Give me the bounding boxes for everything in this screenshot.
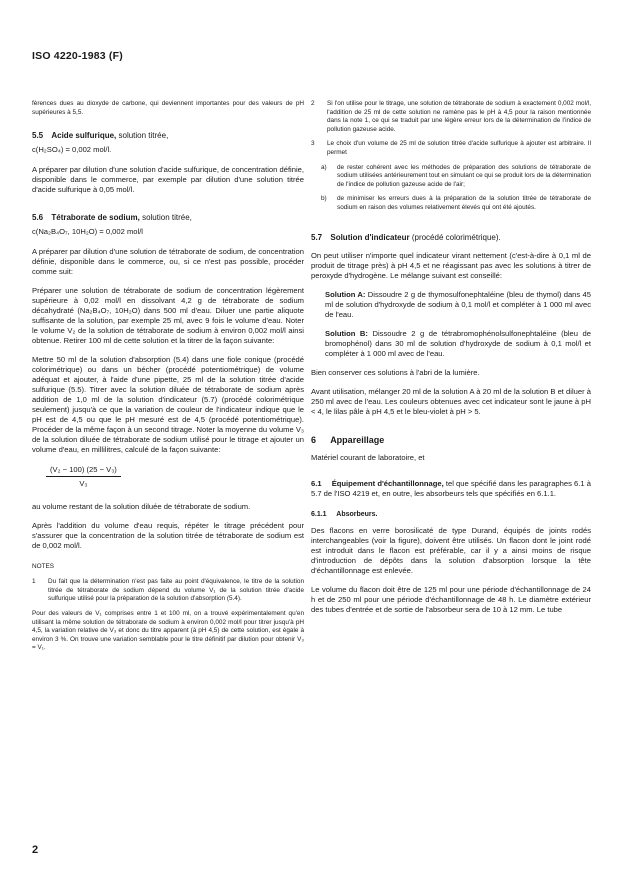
solution-text: Dissoudre 2 g de tétrabromophénolsulfonephtaléine (bleu de bromophénol) dans 30 ml de solution d'hydroxyde de sodium à 0,1 mol/l et compléter à 1 000 ml avec de l'eau. (325, 328, 591, 358)
section-title: Acide sulfurique, (51, 131, 117, 141)
section-subtitle: (procédé colorimétrique). (411, 232, 501, 242)
section-6-1-paragraph (311, 479, 591, 499)
note-3a (321, 164, 591, 190)
section-5-6-heading (32, 213, 304, 223)
formula: c(H₂SO₄) = 0,002 mol/l. (32, 145, 112, 155)
solution-text: Dissoudre 2 g de thymosulfonephtaléine (bleu de thymol) dans 45 ml de solution d'hydroxyde de sodium à 0,1 mol/l et compléter à 1 000 ml avec de l'eau. (325, 289, 591, 319)
section-title: Solution d'indicateur (330, 232, 410, 242)
section-number: 6.1.1 (311, 510, 327, 518)
section-number: 6 (311, 434, 317, 445)
section-number: 5.6 (32, 213, 44, 223)
section-5-7-heading (311, 233, 591, 243)
paragraph: Préparer une solution de tétraborate de sodium de concentration légèrement supérieure à 0,02 mol/l en dissolvant 4,2 g de tétraborate de sodium décahydraté (Na₂B₄O₇, 10H₂O) dans 500 ml d'eau. Diluer une partie aliquote suffisante de la solution, par exemple 25 ml, avec 9 fois le volume d'eau. Noter le volume V₂ de la solution de tétraborate de sodium à environ 0,002 mol/l ainsi obtenue. Retirer 100 ml de cette solution et la titrer de la façon suivante: (32, 286, 304, 346)
solution-a (325, 290, 591, 320)
paragraph: Avant utilisation, mélanger 20 ml de la solution A à 20 ml de la solution B et diluer à 250 ml avec de l'eau. Les couleurs obtenues avec cet indicateur sont le jaune à pH < 4, le lilas pâle à pH 4,5 et le bleu-violet à pH > 5. (311, 386, 591, 416)
note-text: Le choix d'un volume de 25 ml de solution titrée d'acide sulfurique à ajouter est arbitraire. Il permet (327, 140, 591, 156)
section-text: tel que spécifié dans les paragraphes 6.1 à 5.7 de l'ISO 4219 et, en outre, les absorbeurs tels que spécifiés en 6.1.1. (311, 478, 591, 498)
note-text: Du fait que la détermination n'est pas faite au point d'équivalence, le titre de la solution titrée de tétraborate de sodium dépend du volume V₁ de la solution titrée d'acide sulfurique utilisé pour la préparation de la solution d'absorption (5.4). (48, 578, 304, 603)
note-text: Si l'on utilise pour le titrage, une solution de tétraborate de sodium à exactement 0,002 mol/l, l'addition de 25 ml de cette solution ne ramène pas le pH à 4,5 pour la raison mentionnée dans la note 1, ce qui se traduit par une légère erreur lors de la détermination de l'indice de pollution gazeuse acide. (327, 100, 591, 133)
paragraph: A préparer par dilution d'une solution d'acide sulfurique, de concentration définie, disponible dans le commerce, par exemple par dilution d'une solution titrée d'acide sulfurique à 0,05 mol/l. (32, 165, 304, 195)
note-3b (321, 195, 591, 212)
section-subtitle: solution titrée, (118, 131, 169, 141)
note-number: 1 (32, 578, 36, 586)
section-number: 5.5 (32, 131, 44, 141)
section-title: Appareillage (330, 434, 385, 445)
paragraph: au volume restant de la solution diluée de tétraborate de sodium. (32, 502, 251, 512)
fraction (46, 465, 121, 488)
note-1-continuation: Pour des valeurs de V₁ comprises entre 1 et 100 ml, on a trouvé expérimentalement qu'en utilisant la même solution de tétraborate de sodium à environ 0,002 mol/l pour titrer jusqu'à pH 4,5, la variation relative de V₃ et donc du titre apparent (à pH 4,5) de cette solution, est égale à environ 3 %. On trouve une variation semblable pour le titre définitif par dilution pour obtenir V₃ = V₁. (32, 609, 304, 652)
note-3 (311, 140, 591, 157)
note-number: 2 (311, 100, 315, 107)
volume-formula (46, 465, 304, 488)
section-title: Tétraborate de sodium, (51, 213, 140, 223)
solution-label: Solution B: (325, 328, 368, 338)
paragraph: Matériel courant de laboratoire, et (311, 452, 425, 462)
page-number: 2 (32, 844, 39, 856)
section-5-5-heading (32, 131, 304, 141)
section-6-heading (311, 435, 591, 445)
note-1 (32, 578, 304, 604)
intro-paragraph: fèrences dues au dioxyde de carbone, qui deviennent importantes pour des valeurs de pH supérieures à 5,5. (32, 100, 304, 116)
item-text: de minimiser les erreurs dues à la préparation de la solution titrée de tétraborate de sodium en raison des volumes relativement élevés qui ont été ajoutés. (337, 195, 591, 211)
paragraph: Bien conserver ces solutions à l'abri de la lumière. (311, 367, 480, 377)
section-6-1-1-heading (311, 511, 591, 518)
paragraph: Le volume du flacon doit être de 125 ml pour une période d'échantillonnage de 24 h et de 250 ml pour une période d'échantillonnage de 48 h. Le diamètre extérieur des tubes d'entrée et de sortie de l'absorbeur sera de 10 à 12 mm. Le tube (311, 584, 591, 614)
item-text: de rester cohérent avec les méthodes de préparation des solutions de tétraborate de sodium utilisées antérieurement tout en simulant ce qui se produit lors de la détermination de l'indice de pollution gazeuse acide de l'air; (337, 163, 591, 188)
solution-label: Solution A: (325, 289, 366, 299)
section-title: Équipement d'échantillonnage, (331, 478, 444, 488)
note-2 (311, 100, 591, 134)
fraction-denominator: V₃ (79, 479, 88, 489)
section-number: 5.7 (311, 232, 323, 242)
right-column (311, 100, 591, 624)
fraction-numerator: (V₂ − 100) (25 − V₃) (46, 465, 121, 477)
paragraph: On peut utiliser n'importe quel indicateur virant nettement (c'est-à-dire à 0,1 ml de produit de titrage près) à pH 4,5 et ne réagissant pas avec les solutions à titrer de peroxyde d'hydrogène. Le mélange suivant est conseillé: (311, 250, 591, 280)
notes-label: NOTES (32, 563, 55, 571)
item-label: b) (321, 195, 327, 203)
section-title: Absorbeurs. (336, 510, 378, 518)
solution-b (325, 329, 591, 359)
formula: c(Na₂B₄O₇, 10H₂O) = 0,002 mol/l (32, 227, 143, 237)
paragraph: A préparer par dilution d'une solution de tétraborate de sodium, de concentration définie, disponible dans le commerce, ou, si ce n'est pas possible, procéder comme suit: (32, 247, 304, 277)
section-number: 6.1 (311, 478, 322, 488)
paragraph: Mettre 50 ml de la solution d'absorption (5.4) dans une fiole conique (procédé colorimétrique) ou dans un bécher (procédé potentiométrique) de volume adéquat et ajouter, à l'aide d'une pipette, 25 ml de la solution titrée d'acide sulfurique (5.5). Titrer avec la solution diluée de tétraborate de sodium après addition de 1,0 ml de la solution d'indicateur (5.7) (procédé colorimétrique seulement) jusqu'à ce que la variation de couleur de l'indicateur indique que le pH est de 4,5 ou que le pH mesuré est de 4,5 (procédé potentiométrique). Procéder de la même façon à un second titrage. Noter la moyenne du volume V₃ de la solution diluée de tétraborate de sodium utilisé pour le titrage et ajouter un volume d'eau, en millilitres, calculé de la façon suivante: (32, 355, 304, 455)
paragraph: Après l'addition du volume d'eau requis, répéter le titrage précédent pour s'assurer que la concentration de la solution titrée de tétraborate de sodium est de 0,002 mol/l. (32, 521, 304, 551)
item-label: a) (321, 163, 327, 171)
section-subtitle: solution titrée, (142, 213, 192, 223)
document-header: ISO 4220-1983 (F) (32, 50, 123, 62)
left-column (32, 100, 304, 660)
paragraph: Des flacons en verre borosilicaté de type Durand, équipés de joints rodés interchangeables (voir la figure), doivent être utilisés. Un flacon dont le joint rodé est introduit dans le flacon est préférable, car il y a ainsi moins de risque d'introduction de dépôts dans la solution d'absorption lorsque la tête d'échantillonnage est enlevée. (311, 525, 591, 575)
note-number: 3 (311, 140, 315, 148)
